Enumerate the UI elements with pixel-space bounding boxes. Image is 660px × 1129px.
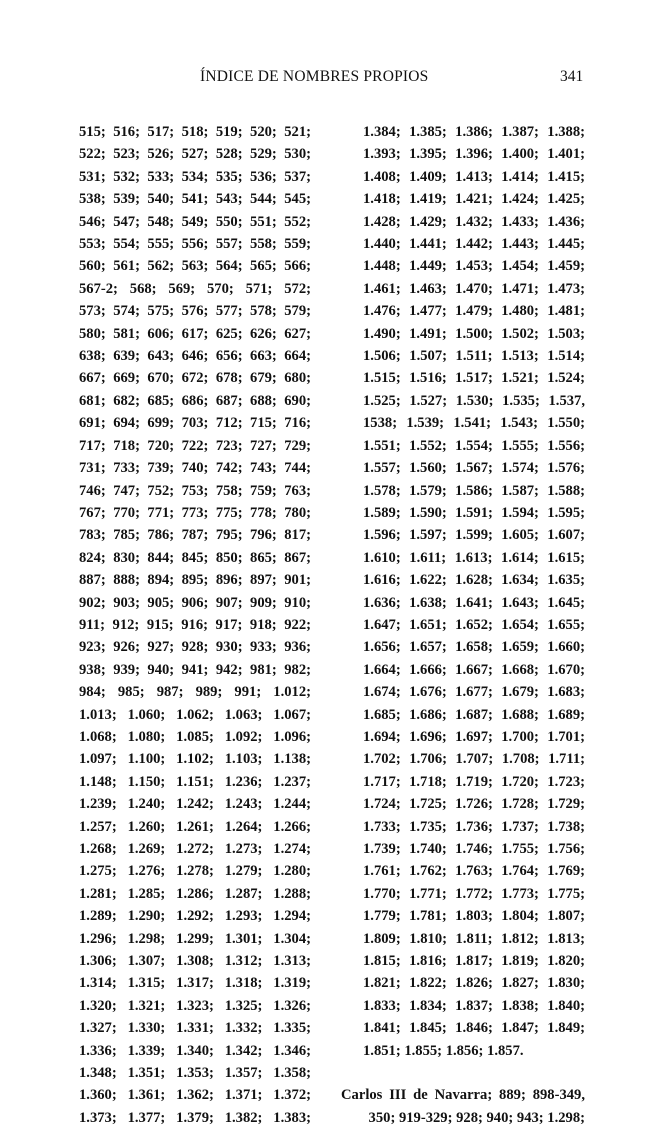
index-line: 984; 985; 987; 989; 991; 1.012; xyxy=(79,684,311,701)
index-line: 767; 770; 771; 773; 775; 778; 780; xyxy=(79,504,311,521)
index-line: 1538; 1.539; 1.541; 1.543; 1.550; xyxy=(363,415,585,432)
index-line: 1.490; 1.491; 1.500; 1.502; 1.503; xyxy=(363,325,585,342)
index-line: 567-2; 568; 569; 570; 571; 572; xyxy=(79,280,311,297)
index-line: 681; 682; 685; 686; 687; 688; 690; xyxy=(79,392,311,409)
index-line: 1.418; 1.419; 1.421; 1.424; 1.425; xyxy=(363,191,585,208)
index-line: 1.013; 1.060; 1.062; 1.063; 1.067; xyxy=(79,706,311,723)
index-line: 1.068; 1.080; 1.085; 1.092; 1.096; xyxy=(79,728,311,745)
left-column xyxy=(79,121,311,1129)
index-line: 691; 694; 699; 703; 712; 715; 716; xyxy=(79,415,311,432)
index-entry-continuation: 350; 919-329; 928; 940; 943; 1.298; xyxy=(368,1109,585,1126)
index-line: 1.525; 1.527; 1.530; 1.535; 1.537, xyxy=(363,392,585,409)
index-line: 1.694; 1.696; 1.697; 1.700; 1.701; xyxy=(363,728,585,745)
index-line: 1.647; 1.651; 1.652; 1.654; 1.655; xyxy=(363,616,585,633)
index-line: 667; 669; 670; 672; 678; 679; 680; xyxy=(79,370,311,387)
index-line: 1.306; 1.307; 1.308; 1.312; 1.313; xyxy=(79,953,311,970)
index-line: 1.851; 1.855; 1.856; 1.857. xyxy=(363,1042,524,1059)
index-line: 638; 639; 643; 646; 656; 663; 664; xyxy=(79,348,311,365)
index-line: 1.724; 1.725; 1.726; 1.728; 1.729; xyxy=(363,796,585,813)
running-title: ÍNDICE DE NOMBRES PROPIOS xyxy=(200,68,429,85)
index-line: 1.685; 1.686; 1.687; 1.688; 1.689; xyxy=(363,706,585,723)
index-line: 1.289; 1.290; 1.292; 1.293; 1.294; xyxy=(79,908,311,925)
index-entry-heading: Carlos III de Navarra; 889; 898-349, xyxy=(341,1087,585,1104)
index-line: 1.281; 1.285; 1.286; 1.287; 1.288; xyxy=(79,885,311,902)
index-line: 1.239; 1.240; 1.242; 1.243; 1.244; xyxy=(79,796,311,813)
index-line: 731; 733; 739; 740; 742; 743; 744; xyxy=(79,460,311,477)
index-line: 1.589; 1.590; 1.591; 1.594; 1.595; xyxy=(363,504,585,521)
index-line: 1.674; 1.676; 1.677; 1.679; 1.683; xyxy=(363,684,585,701)
index-line: 580; 581; 606; 617; 625; 626; 627; xyxy=(79,325,311,342)
index-line: 1.779; 1.781; 1.803; 1.804; 1.807; xyxy=(363,908,585,925)
index-line: 553; 554; 555; 556; 557; 558; 559; xyxy=(79,236,311,253)
index-line: 1.821; 1.822; 1.826; 1.827; 1.830; xyxy=(363,975,585,992)
index-line: 1.664; 1.666; 1.667; 1.668; 1.670; xyxy=(363,661,585,678)
index-line: 1.461; 1.463; 1.470; 1.471; 1.473; xyxy=(363,280,585,297)
index-line: 1.610; 1.611; 1.613; 1.614; 1.615; xyxy=(363,549,585,566)
index-line: 1.833; 1.834; 1.837; 1.838; 1.840; xyxy=(363,997,585,1014)
index-line: 1.733; 1.735; 1.736; 1.737; 1.738; xyxy=(363,818,585,835)
index-line: 824; 830; 844; 845; 850; 865; 867; xyxy=(79,549,311,566)
index-line: 1.702; 1.706; 1.707; 1.708; 1.711; xyxy=(363,751,585,768)
index-line: 1.296; 1.298; 1.299; 1.301; 1.304; xyxy=(79,930,311,947)
index-line: 1.314; 1.315; 1.317; 1.318; 1.319; xyxy=(79,975,311,992)
index-line: 902; 903; 905; 906; 907; 909; 910; xyxy=(79,594,311,611)
index-line: 538; 539; 540; 541; 543; 544; 545; xyxy=(79,191,311,208)
index-line: 1.393; 1.395; 1.396; 1.400; 1.401; xyxy=(363,146,585,163)
index-line: 1.578; 1.579; 1.586; 1.587; 1.588; xyxy=(363,482,585,499)
index-line: 1.761; 1.762; 1.763; 1.764; 1.769; xyxy=(363,863,585,880)
index-line: 1.336; 1.339; 1.340; 1.342; 1.346; xyxy=(79,1042,311,1059)
index-line: 1.448; 1.449; 1.453; 1.454; 1.459; xyxy=(363,258,585,275)
index-line: 938; 939; 940; 941; 942; 981; 982; xyxy=(79,661,311,678)
index-line: 1.739; 1.740; 1.746; 1.755; 1.756; xyxy=(363,841,585,857)
index-line: 546; 547; 548; 549; 550; 551; 552; xyxy=(79,213,311,230)
index-line: 1.596; 1.597; 1.599; 1.605; 1.607; xyxy=(363,527,585,544)
index-line: 1.360; 1.361; 1.362; 1.371; 1.372; xyxy=(79,1087,311,1104)
index-line: 1.257; 1.260; 1.261; 1.264; 1.266; xyxy=(79,818,311,835)
index-line: 1.408; 1.409; 1.413; 1.414; 1.415; xyxy=(363,168,585,185)
index-line: 515; 516; 517; 518; 519; 520; 521; xyxy=(79,124,311,140)
index-line: 1.551; 1.552; 1.554; 1.555; 1.556; xyxy=(363,437,585,454)
index-line: 1.841; 1.845; 1.846; 1.847; 1.849; xyxy=(363,1020,585,1037)
index-line: 1.656; 1.657; 1.658; 1.659; 1.660; xyxy=(363,639,585,656)
right-column xyxy=(341,121,585,1129)
index-line: 1.440; 1.441; 1.442; 1.443; 1.445; xyxy=(363,236,585,253)
index-line: 1.815; 1.816; 1.817; 1.819; 1.820; xyxy=(363,953,585,970)
index-line: 911; 912; 915; 916; 917; 918; 922; xyxy=(79,616,311,633)
index-line: 522; 523; 526; 527; 528; 529; 530; xyxy=(79,146,311,163)
index-line: 887; 888; 894; 895; 896; 897; 901; xyxy=(79,572,311,589)
index-line: 573; 574; 575; 576; 577; 578; 579; xyxy=(79,303,311,320)
index-line: 1.506; 1.507; 1.511; 1.513; 1.514; xyxy=(363,348,585,365)
index-line: 1.636; 1.638; 1.641; 1.643; 1.645; xyxy=(363,594,585,611)
index-line: 1.476; 1.477; 1.479; 1.480; 1.481; xyxy=(363,303,585,320)
index-line: 1.327; 1.330; 1.331; 1.332; 1.335; xyxy=(79,1020,311,1037)
running-head xyxy=(0,68,660,92)
index-line: 1.557; 1.560; 1.567; 1.574; 1.576; xyxy=(363,460,585,477)
index-line: 1.809; 1.810; 1.811; 1.812; 1.813; xyxy=(363,930,585,947)
index-line: 560; 561; 562; 563; 564; 565; 566; xyxy=(79,258,311,275)
index-line: 1.428; 1.429; 1.432; 1.433; 1.436; xyxy=(363,213,585,230)
index-line: 1.384; 1.385; 1.386; 1.387; 1.388; xyxy=(363,124,585,140)
index-line: 531; 532; 533; 534; 535; 536; 537; xyxy=(79,168,311,185)
index-line: 783; 785; 786; 787; 795; 796; 817; xyxy=(79,527,311,544)
index-line: 1.268; 1.269; 1.272; 1.273; 1.274; xyxy=(79,841,311,857)
page-number: 341 xyxy=(560,68,584,85)
index-line: 1.097; 1.100; 1.102; 1.103; 1.138; xyxy=(79,751,311,768)
index-line: 1.348; 1.351; 1.353; 1.357; 1.358; xyxy=(79,1065,311,1082)
index-line: 1.320; 1.321; 1.323; 1.325; 1.326; xyxy=(79,997,311,1014)
right-column-lines xyxy=(363,121,585,1062)
index-line: 1.275; 1.276; 1.278; 1.279; 1.280; xyxy=(79,863,311,880)
index-line: 1.717; 1.718; 1.719; 1.720; 1.723; xyxy=(363,773,585,790)
index-line: 1.148; 1.150; 1.151; 1.236; 1.237; xyxy=(79,773,311,790)
index-line: 923; 926; 927; 928; 930; 933; 936; xyxy=(79,639,311,656)
index-line: 717; 718; 720; 722; 723; 727; 729; xyxy=(79,437,311,454)
index-line: 1.515; 1.516; 1.517; 1.521; 1.524; xyxy=(363,370,585,387)
index-line: 746; 747; 752; 753; 758; 759; 763; xyxy=(79,482,311,499)
index-line: 1.770; 1.771; 1.772; 1.773; 1.775; xyxy=(363,885,585,902)
index-line: 1.373; 1.377; 1.379; 1.382; 1.383; xyxy=(79,1109,311,1126)
index-line: 1.616; 1.622; 1.628; 1.634; 1.635; xyxy=(363,572,585,589)
entry-spacer xyxy=(363,1062,585,1084)
